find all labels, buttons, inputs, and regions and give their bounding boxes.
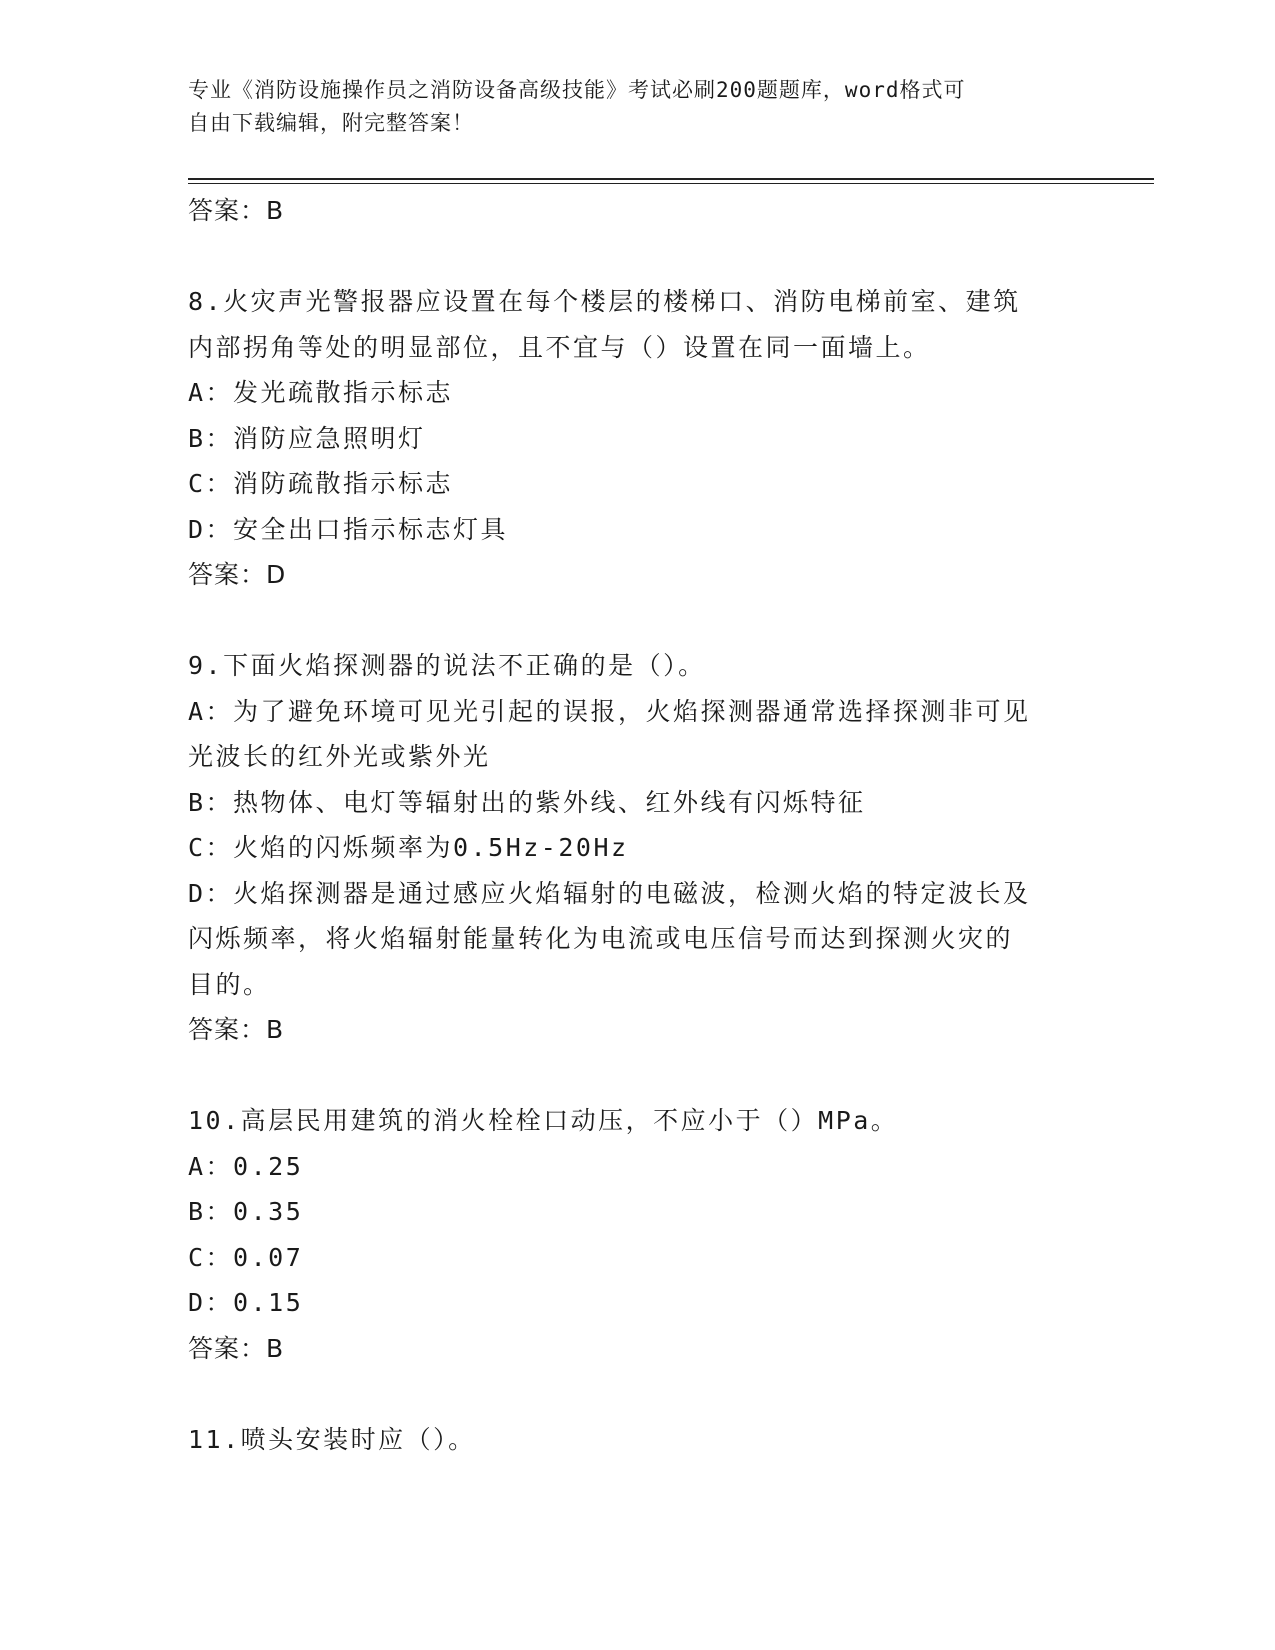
answer-line: 答案：B [188, 196, 285, 225]
question-10 [188, 1098, 1088, 1371]
spacer [188, 234, 1088, 280]
answer-line: 答案：B [188, 1333, 285, 1363]
option-a: A：发光疏散指示标志 [188, 378, 454, 407]
answer-line: 答案：D [188, 560, 287, 589]
spacer [188, 1371, 1088, 1417]
answer-line: 答案：B [188, 1015, 285, 1044]
question-stem: 9.下面火焰探测器的说法不正确的是（）。 [188, 651, 706, 680]
option-d: D：0.15 [188, 1288, 304, 1317]
question-8 [188, 279, 1088, 598]
option-c: C：消防疏散指示标志 [188, 469, 454, 498]
option-d: D：火焰探测器是通过感应火焰辐射的电磁波，检测火焰的特定波长及 [188, 878, 1031, 908]
option-c: C：0.07 [188, 1242, 304, 1272]
question-stem: 11.喷头安装时应（）。 [188, 1424, 476, 1454]
option-d-continued: 闪烁频率，将火焰辐射能量转化为电流或电压信号而达到探测火灾的 [188, 924, 1014, 953]
option-d: D：安全出口指示标志灯具 [188, 514, 509, 544]
spacer [188, 598, 1088, 644]
option-a: A：为了避免环境可见光引起的误报，火焰探测器通常选择探测非可见 [188, 696, 1031, 726]
header-divider [188, 178, 1154, 180]
option-a: A：0.25 [188, 1151, 304, 1181]
question-stem: 10.高层民用建筑的消火栓栓口动压，不应小于（）MPa。 [188, 1106, 899, 1135]
document-header [188, 74, 1068, 140]
option-c: C：火焰的闪烁频率为0.5Hz-20Hz [188, 833, 629, 862]
option-b: B：热物体、电灯等辐射出的紫外线、红外线有闪烁特征 [188, 787, 866, 817]
question-stem: 内部拐角等处的明显部位，且不宜与（）设置在同一面墙上。 [188, 332, 931, 362]
option-a-continued: 光波长的红外光或紫外光 [188, 742, 491, 771]
header-line-2: 自由下载编辑，附完整答案！ [188, 111, 474, 135]
question-11 [188, 1417, 1088, 1463]
question-9 [188, 643, 1088, 1053]
header-line-1: 专业《消防设施操作员之消防设备高级技能》考试必刷200题题库，word格式可 [188, 78, 966, 102]
question-stem: 8.火灾声光警报器应设置在每个楼层的楼梯口、消防电梯前室、建筑 [188, 287, 1021, 316]
option-b: B：0.35 [188, 1197, 304, 1226]
question-list [188, 188, 1088, 1462]
header-divider-thin [188, 183, 1154, 184]
option-b: B：消防应急照明灯 [188, 423, 426, 453]
spacer [188, 1053, 1088, 1099]
option-d-continued: 目的。 [188, 969, 271, 999]
